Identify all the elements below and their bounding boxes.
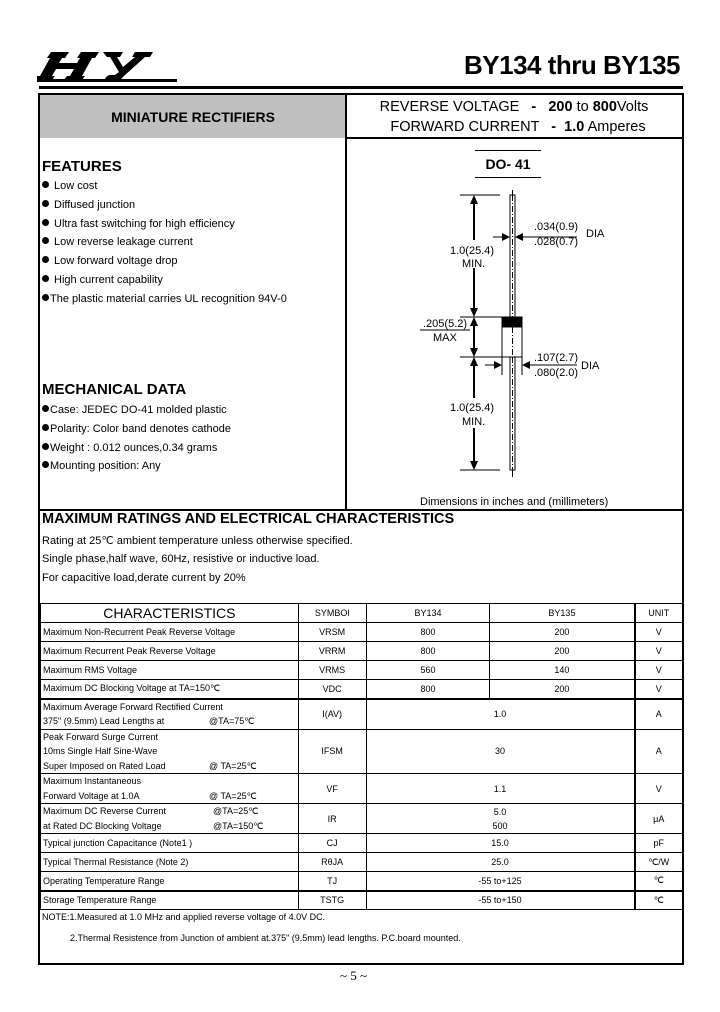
lead-dia-min: .028(0.7) [534,236,579,248]
bullet-icon [42,294,49,301]
row-value: 1.1 [366,774,634,804]
row-value: -55 to+150 [366,891,634,910]
row-label: Maximum DC Blocking Voltage at TA=150℃ [41,680,299,699]
lead-length-top-sub: MIN. [462,258,486,270]
row-value-by134: 800 [366,623,490,642]
row-symbol: VF [298,774,366,804]
row-value: -55 to+125 [366,872,634,891]
condition-text: @TA=25℃ [213,806,259,816]
product-type-cell [40,95,346,138]
label-line: 10ms Single Half Sine-Wave [43,746,158,756]
mechanical-item [42,439,231,458]
label-line [43,819,296,834]
bullet-icon [42,405,49,412]
feature-text: Ultra fast switching for high efficiency [54,217,235,230]
header-by135: BY135 [490,604,635,623]
row-value-by134: 560 [366,661,490,680]
notes [42,907,461,949]
table-row [41,699,683,730]
dash: - [531,99,537,115]
body-dia-min: .080(2.0) [534,367,579,379]
feature-item [42,215,287,234]
feature-item [42,177,287,196]
bullet-icon [42,237,49,244]
row-label [41,699,299,730]
voltage-unit: Volts [616,99,649,115]
row-symbol: I(AV) [298,699,366,730]
row-unit: pF [635,834,683,853]
row-unit: V [635,680,683,699]
row-unit: A [635,729,683,774]
row-symbol: CJ [298,834,366,853]
note-2: 2.Thermal Resistence from Junction of ambient at.375" (9.5mm) lead lengths. P.C.board mounted. [70,933,461,943]
ratings-title: MAXIMUM RATINGS AND ELECTRICAL CHARACTERISTICS [42,511,455,527]
product-type: MINIATURE RECTIFIERS [111,108,275,125]
feature-item [42,252,287,271]
header-divider [39,86,683,89]
condition-text: @ TA=25℃ [209,760,257,771]
row-value: 1.0 [366,699,634,730]
mechanical-item [42,457,231,476]
row-unit: V [635,642,683,661]
column-divider [345,95,347,510]
company-logo [37,50,177,82]
row-label [41,729,299,774]
feature-item [42,271,287,290]
bullet-icon [42,256,49,263]
table-row [41,853,683,872]
row-value: 15.0 [366,834,634,853]
condition-text: Rating at 25℃ ambient temperature unless otherwise specified. [42,535,353,547]
row-value: 30 [366,729,634,774]
reverse-voltage-min: 200 [548,99,573,115]
row-label: Operating Temperature Range [41,872,299,891]
row-symbol: VDC [298,680,366,699]
bullet-icon [42,443,49,450]
table-header [41,604,683,623]
page-number: ~ 5 ~ [340,968,368,983]
forward-current-line [345,119,683,135]
label-line [43,759,296,774]
mechanical-list [42,401,231,476]
label-line [43,804,296,819]
table-row [41,872,683,891]
row-symbol: RθJA [298,853,366,872]
mechanical-text: Case: JEDEC DO-41 molded plastic [50,404,227,416]
bullet-icon [42,219,49,226]
table-row [41,680,683,699]
row-unit: V [635,661,683,680]
body-length: .205(5.2) [423,318,468,330]
row-value-by134: 800 [366,642,490,661]
table-row [41,642,683,661]
condition-text: @TA=75℃ [209,716,255,726]
to-text: to [572,99,593,115]
row-value-by135: 200 [490,680,635,699]
part-title: BY134 thru BY135 [464,50,680,80]
row-label: Typical junction Capacitance (Note1 ) [41,834,299,853]
feature-text: Low forward voltage drop [54,255,178,268]
body-dia-max: .107(2.7) [534,352,579,364]
dimensions-caption: Dimensions in inches and (millimeters) [420,496,609,508]
feature-text: Low reverse leakage current [54,236,193,249]
value-25c: 5.0 [493,806,507,817]
row-label: Maximum RMS Voltage [41,661,299,680]
row-value [366,804,634,834]
header-unit: UNIT [635,604,683,623]
row-symbol: IR [298,804,366,834]
feature-item [42,290,287,309]
label-text: at Rated DC Blocking Voltage [43,820,162,831]
row-unit: ℃ [635,872,683,891]
lead-length-bottom: 1.0(25.4) [450,402,495,414]
condition-text: Single phase,half wave, 60Hz, resistive or inductive load. [42,553,320,565]
mechanical-text: Polarity: Color band denotes cathode [50,422,232,435]
label-line: Maximum Instantaneous [43,776,142,786]
bullet-icon [42,461,49,468]
row-unit: ℃/W [635,853,683,872]
row-unit: V [635,623,683,642]
label-text: Maximum DC Reverse Current [43,806,167,816]
label-line [43,714,296,729]
row-symbol: VRSM [298,623,366,642]
reverse-voltage-max: 800 [592,99,617,115]
bullet-icon [42,181,49,188]
characteristics-table [40,603,683,910]
label-line: Maximum Average Forward Rectified Current [43,701,223,712]
label-line: Peak Forward Surge Current [43,731,159,742]
package-name: DO- 41 [475,150,541,178]
label-text: 375" (9.5mm) Lead Lengths at [43,716,165,726]
row-label [41,774,299,804]
feature-text: The plastic material carries UL recognition 94V-0 [50,292,287,305]
table-row [41,661,683,680]
row-unit: V [635,774,683,804]
row-symbol: TSTG [298,891,366,910]
reverse-voltage-line [345,99,683,115]
lead-length-bottom-sub: MIN. [462,416,486,428]
reverse-voltage-label: REVERSE VOLTAGE [379,99,520,115]
lead-dia-max: .034(0.9) [534,221,579,233]
mechanical-item [42,401,231,420]
bullet-icon [42,424,49,431]
row-value: 25.0 [366,853,634,872]
row-symbol: TJ [298,872,366,891]
bullet-icon [42,200,49,207]
condition-text: For capacitive load,derate current by 20% [42,572,246,584]
row-unit: μA [635,804,683,834]
row-symbol: VRMS [298,661,366,680]
mechanical-text: Weight : 0.012 ounces,0.34 grams [50,441,218,454]
note-1: NOTE:1.Measured at 1.0 MHz and applied reverse voltage of 4.0V DC. [42,912,326,922]
header-symbol: SYMBOl [298,604,366,623]
row-symbol: VRRM [298,642,366,661]
value-150c: 500 [492,820,508,831]
row-unit: ℃ [635,891,683,910]
header-characteristics: CHARACTERISTICS [41,604,299,623]
current-unit: Amperes [584,119,646,135]
feature-text: High current capability [54,273,163,286]
body-dia-label: DIA [581,360,600,372]
title-divider [345,137,683,139]
features-title: FEATURES [42,158,122,175]
table-row [41,623,683,642]
label-line [43,789,296,804]
dash: - [551,119,557,135]
body-length-sub: MAX [433,332,457,344]
mechanical-item [42,420,231,439]
header-by134: BY134 [366,604,490,623]
features-list [42,177,287,309]
condition-text: @TA=150℃ [213,820,264,831]
lead-dia-label: DIA [586,228,605,240]
mechanical-title: MECHANICAL DATA [42,381,187,398]
table-row [41,804,683,834]
row-value-by135: 140 [490,661,635,680]
forward-current-value: 1.0 [564,119,585,135]
table-row [41,729,683,774]
row-unit: A [635,699,683,730]
row-value-by135: 200 [490,623,635,642]
row-value-by135: 200 [490,642,635,661]
lead-length-top: 1.0(25.4) [450,245,495,257]
row-symbol: IFSM [298,729,366,774]
feature-text: Low cost [54,180,98,192]
feature-text: Diffused junction [54,198,136,211]
feature-item [42,233,287,252]
condition-text: @ TA=25℃ [209,790,257,801]
feature-item [42,196,287,215]
label-text: Forward Voltage at 1.0A [43,790,140,801]
row-label: Typical Thermal Resistance (Note 2) [41,853,299,872]
row-label: Maximum Recurrent Peak Reverse Voltage [41,642,299,661]
bullet-icon [42,275,49,282]
forward-current-label: FORWARD CURRENT [390,119,540,135]
row-label [41,804,299,834]
table-row [41,774,683,804]
row-value-by134: 800 [366,680,490,699]
row-label: Storage Temperature Range [41,891,299,910]
label-text: Super Imposed on Rated Load [43,760,166,771]
table-row [41,834,683,853]
mechanical-text: Mounting position: Any [50,460,161,473]
row-label: Maximum Non-Recurrent Peak Reverse Voltage [41,623,299,642]
